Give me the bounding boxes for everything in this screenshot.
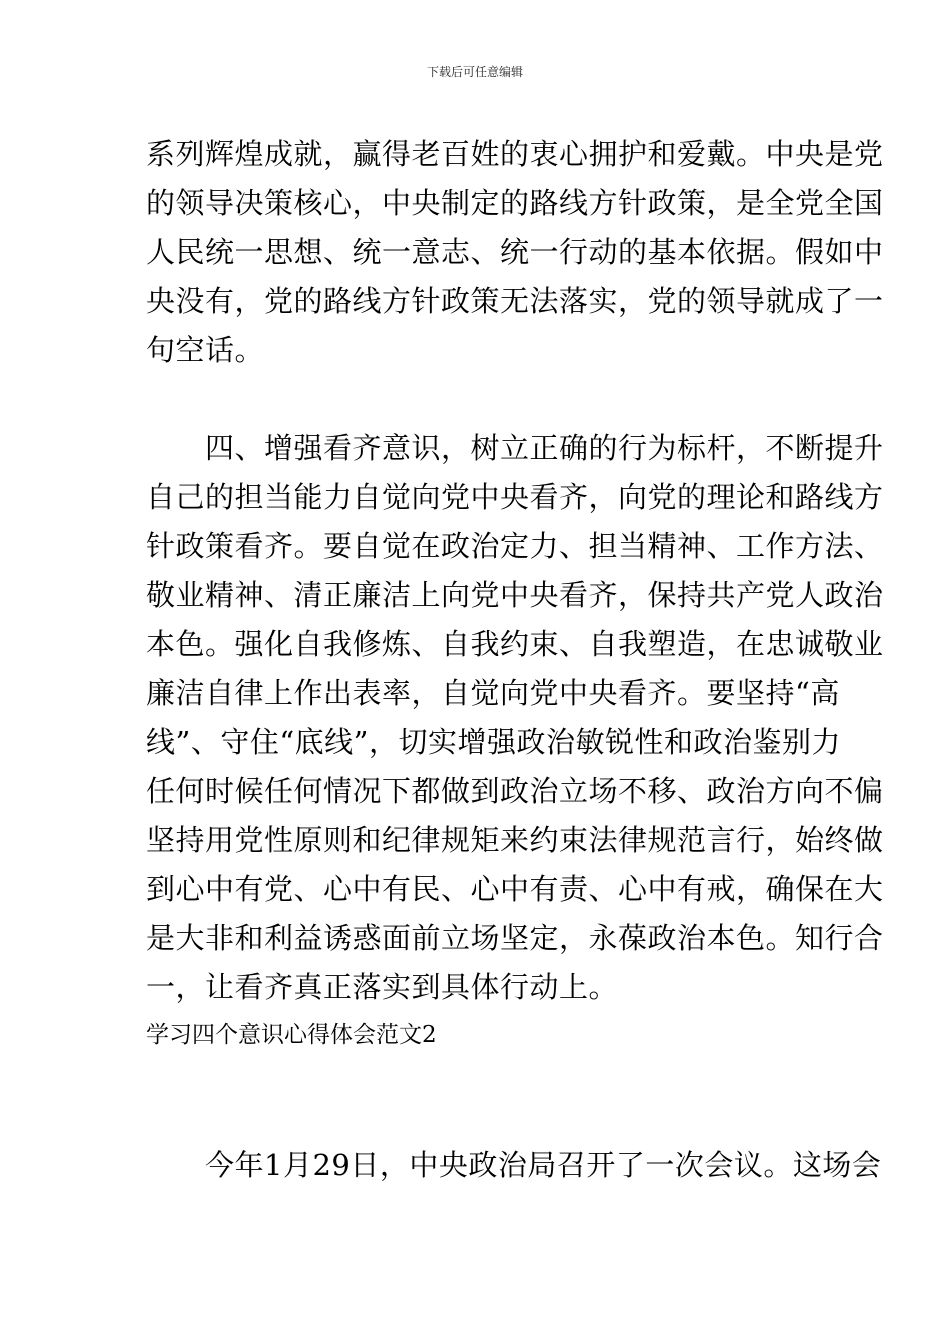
text-line: 句空话。 [146,333,265,367]
text-line: 线”、守住“底线”，切实增强政治敏锐性和政治鉴别力 [146,725,841,759]
text-line: 坚持用党性原则和纪律规矩来约束法律规范言行，始终做 [146,823,884,857]
text-line: 央没有，党的路线方针政策无法落实，党的领导就成了一 [146,284,884,318]
paragraph-3 [146,1141,882,1190]
section-title: 学习四个意识心得体会范文2 [146,1022,437,1048]
text-line: 任何时候任何情况下都做到政治立场不移、政治方向不偏 [146,774,884,808]
section-spacer [146,1058,806,1141]
paragraph-2 [146,424,884,1012]
text-line: 的领导决策核心，中央制定的路线方针政策，是全党全国 [146,186,884,220]
paragraph-spacer [146,375,806,424]
page-header-note: 下载后可任意编辑 [426,65,523,79]
text-line: 人民统一思想、统一意志、统一行动的基本依据。假如中 [146,235,884,269]
text-line: 廉洁自律上作出表率，自觉向党中央看齐。要坚持“高 [146,676,840,710]
text-line: 是大非和利益诱惑面前立场坚定，永葆政治本色。知行合 [146,921,884,955]
text-line: 四、增强看齐意识，树立正确的行为标杆，不断提升 [146,431,884,465]
text-line: 系列辉煌成就，赢得老百姓的衷心拥护和爱戴。中央是党 [146,137,884,171]
text-line: 敬业精神、清正廉洁上向党中央看齐，保持共产党人政治 [146,578,884,612]
text-line: 自己的担当能力自觉向党中央看齐，向党的理论和路线方 [146,480,884,514]
text-line: 到心中有党、心中有民、心中有责、心中有戒，确保在大 [146,872,884,906]
text-line: 今年1月29日，中央政治局召开了一次会议。这场会 [146,1148,882,1182]
paragraph-1 [146,130,884,375]
text-line: 本色。强化自我修炼、自我约束、自我塑造，在忠诚敬业 [146,627,884,661]
text-line: 针政策看齐。要自觉在政治定力、担当精神、工作方法、 [146,529,884,563]
document-body [146,130,884,1190]
text-line: 一，让看齐真正落实到具体行动上。 [146,970,619,1004]
